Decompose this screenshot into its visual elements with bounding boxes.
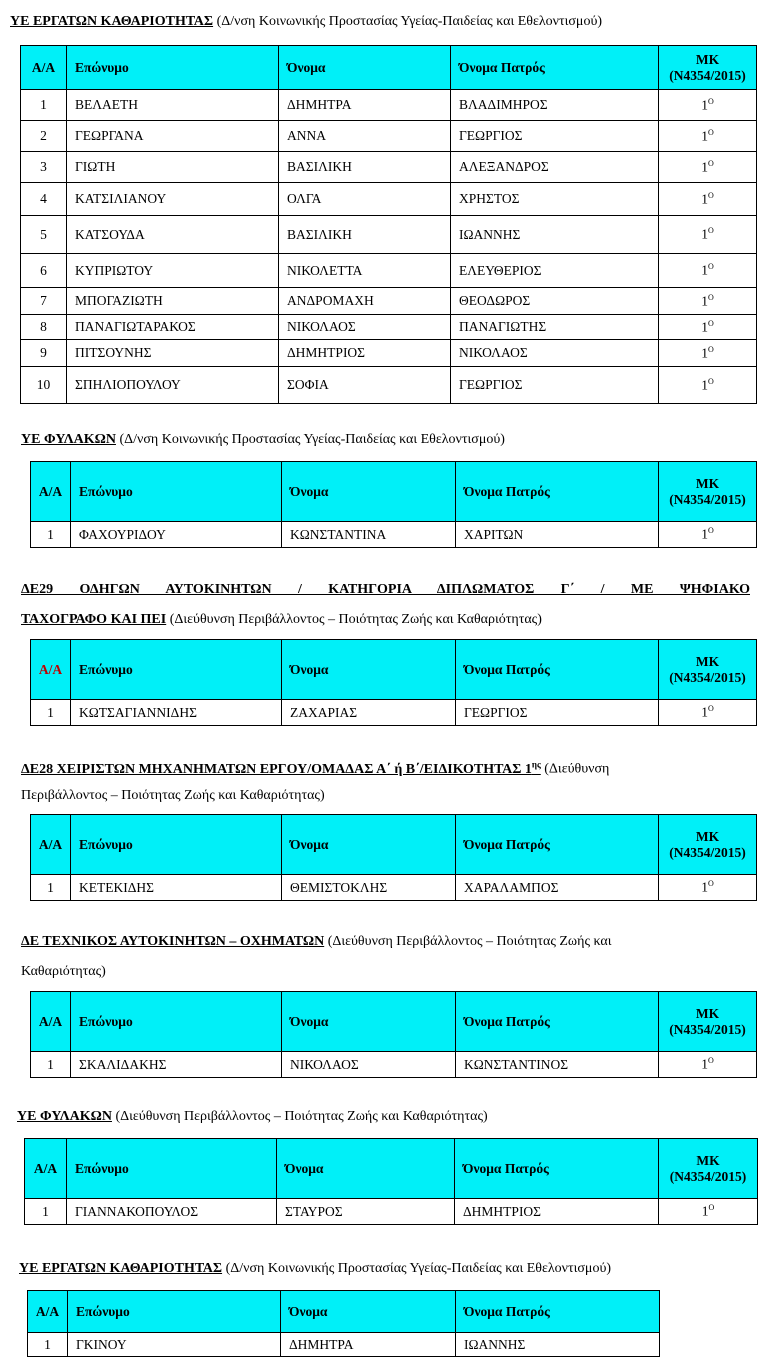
table-row [21,152,757,183]
table-cell: ΚΑΤΣΟΥΔΑ [67,216,279,254]
col-header-aa: Α/Α [25,1139,67,1199]
table-cell: ΑΝΔΡΟΜΑΧΗ [279,288,451,315]
section-title: ΔΕ29 ΟΔΗΓΩΝ ΑΥΤΟΚΙΝΗΤΩΝ / ΚΑΤΗΓΟΡΙΑ ΔΙΠΛΩΜΑΤΟΣ Γ΄ / ΜΕ ΨΗΦΙΑΚΟ [21,582,750,597]
table-header-row [28,1291,660,1333]
table-row [25,1199,758,1225]
table-cell: ΠΑΝΑΓΙΩΤΗΣ [451,315,659,340]
table-cell: 1 [21,90,67,121]
table-cell: 10 [21,367,67,404]
table-row [21,288,757,315]
section-title: ΥΕ ΦΥΛΑΚΩΝ [17,1109,112,1124]
section-subtitle: (Δ/νση Κοινωνικής Προστασίας Υγείας-Παιδείας και Εθελοντισμού) [222,1261,612,1276]
table-cell: ΣΚΑΛΙΔΑΚΗΣ [71,1052,282,1078]
col-header-aa: Α/Α [31,992,71,1052]
table-cell: ΧΑΡΙΤΩΝ [456,522,659,548]
section-heading [21,428,505,451]
table-cell: ΣΟΦΙΑ [279,367,451,404]
table-cell: $1^O$ [659,367,757,404]
table-cell: ΠΑΝΑΓΙΩΤΑΡΑΚΟΣ [67,315,279,340]
col-header-name: Όνομα [279,46,451,90]
col-header-name: Όνομα [281,1291,456,1333]
section-title: ΤΑΧΟΓΡΑΦΟ ΚΑΙ ΠΕΙ [21,612,167,627]
table-cell: ΒΑΣΙΛΙΚΗ [279,152,451,183]
table-cell: 9 [21,340,67,367]
table-cell: ΒΛΑΔΙΜΗΡΟΣ [451,90,659,121]
table-cell: ΔΗΜΗΤΡΙΟΣ [279,340,451,367]
col-header-surname: Επώνυμο [67,1139,277,1199]
table-cell: $1^O$ [659,522,757,548]
section-title: ΥΕ ΦΥΛΑΚΩΝ [21,432,116,447]
staff-table [24,1138,758,1225]
staff-table [30,461,757,548]
table-cell: $1^O$ [659,183,757,216]
col-header-father: Όνομα Πατρός [456,815,659,875]
col-header-name: Όνομα [282,815,456,875]
table-cell: ΚΕΤΕΚΙΔΗΣ [71,875,282,901]
table-header-row [21,46,757,90]
col-header-surname: Επώνυμο [67,46,279,90]
table-cell: ΒΕΛΑΕΤΗ [67,90,279,121]
col-header-name: Όνομα [282,992,456,1052]
table-cell: ΘΕΟΔΩΡΟΣ [451,288,659,315]
table-row [31,522,757,548]
table-row [21,121,757,152]
table-cell: ΔΗΜΗΤΡΑ [279,90,451,121]
table-cell: ΝΙΚΟΛΑΟΣ [282,1052,456,1078]
table-cell: ΘΕΜΙΣΤΟΚΛΗΣ [282,875,456,901]
table-row [31,1052,757,1078]
table-cell: ΦΑΧΟΥΡΙΔΟΥ [71,522,282,548]
section-title: ΔΕ ΤΕΧΝΙΚΟΣ ΑΥΤΟΚΙΝΗΤΩΝ – ΟΧΗΜΑΤΩΝ [21,934,325,949]
table-cell: ΓΕΩΡΓΑΝΑ [67,121,279,152]
table-row [21,216,757,254]
table-header-row [31,992,757,1052]
table-cell: ΓΙΑΝΝΑΚΟΠΟΥΛΟΣ [67,1199,277,1225]
table-cell: ΓΙΩΤΗ [67,152,279,183]
table-cell: ΜΠΟΓΑΖΙΩΤΗ [67,288,279,315]
section-subtitle: (Διεύθυνση Περιβάλλοντος – Ποιότητας Ζωής και Καθαριότητας) [166,612,542,627]
section-subtitle: (Διεύθυνση [540,761,610,777]
table-row [21,183,757,216]
staff-table [30,814,757,901]
table-header-row [25,1139,758,1199]
section-subtitle: (Διεύθυνση Περιβάλλοντος – Ποιότητας Ζωής και Καθαριότητας) [111,1109,488,1124]
table-cell: ΒΑΣΙΛΙΚΗ [279,216,451,254]
col-header-surname: Επώνυμο [71,992,282,1052]
table-cell: $1^O$ [659,90,757,121]
table-row [21,340,757,367]
table-cell: ΚΥΠΡΙΩΤΟΥ [67,254,279,288]
table-cell: ΙΩΑΝΝΗΣ [451,216,659,254]
section-title: ΥΕ ΕΡΓΑΤΩΝ ΚΑΘΑΡΙΟΤΗΤΑΣ [19,1261,223,1276]
table-cell: $1^O$ [659,254,757,288]
table-header-row [31,815,757,875]
section-heading [10,10,602,33]
col-header-mk: ΜΚ (Ν4354/2015) [659,46,757,90]
table-cell: ΣΤΑΥΡΟΣ [277,1199,455,1225]
table-cell: $1^O$ [659,216,757,254]
section-heading [17,1105,488,1128]
table-cell: 3 [21,152,67,183]
table-cell: ΣΠΗΛΙΟΠΟΥΛΟΥ [67,367,279,404]
staff-table [30,991,757,1078]
section-subtitle: Καθαριότητας) [21,964,106,979]
col-header-aa: Α/Α [21,46,67,90]
table-cell: 1 [28,1333,68,1357]
table-cell: ΓΕΩΡΓΙΟΣ [451,121,659,152]
table-cell: $1^O$ [659,1052,757,1078]
table-cell: ΚΩΤΣΑΓΙΑΝΝΙΔΗΣ [71,700,282,726]
table-cell: $1^O$ [659,340,757,367]
table-cell: ΚΩΝΣΤΑΝΤΙΝΟΣ [456,1052,659,1078]
table-cell: 6 [21,254,67,288]
table-cell: ΙΩΑΝΝΗΣ [456,1333,660,1357]
col-header-father: Όνομα Πατρός [456,1291,660,1333]
table-cell: 1 [31,875,71,901]
table-row [28,1333,660,1357]
col-header-surname: Επώνυμο [68,1291,281,1333]
section-heading [21,578,750,601]
col-header-surname: Επώνυμο [71,815,282,875]
col-header-father: Όνομα Πατρός [456,992,659,1052]
section-heading-cont [21,960,106,983]
table-cell: ΖΑΧΑΡΙΑΣ [282,700,456,726]
table-cell: 7 [21,288,67,315]
table-cell: 1 [31,522,71,548]
table-cell: 5 [21,216,67,254]
table-cell: ΓΕΩΡΓΙΟΣ [451,367,659,404]
table-cell: ΝΙΚΟΛΑΟΣ [279,315,451,340]
table-cell: $1^O$ [659,152,757,183]
table-cell: $1^O$ [659,315,757,340]
table-cell: ΕΛΕΥΘΕΡΙΟΣ [451,254,659,288]
section-heading [19,1257,611,1280]
col-header-mk: ΜΚ (Ν4354/2015) [659,815,757,875]
table-row [21,367,757,404]
col-header-father: Όνομα Πατρός [451,46,659,90]
table-row [31,875,757,901]
col-header-surname: Επώνυμο [71,462,282,522]
table-cell: ΓΕΩΡΓΙΟΣ [456,700,659,726]
table-row [21,90,757,121]
section-title: ΥΕ ΕΡΓΑΤΩΝ ΚΑΘΑΡΙΟΤΗΤΑΣ [10,14,214,29]
col-header-surname: Επώνυμο [71,640,282,700]
col-header-father: Όνομα Πατρός [456,640,659,700]
staff-table [30,639,757,726]
col-header-aa: Α/Α [31,815,71,875]
table-cell: ΚΑΤΣΙΛΙΑΝΟΥ [67,183,279,216]
table-cell: ΧΑΡΑΛΑΜΠΟΣ [456,875,659,901]
table-cell: ΝΙΚΟΛΕΤΤΑ [279,254,451,288]
section-heading-cont [21,784,325,807]
staff-table [27,1290,660,1357]
col-header-mk: ΜΚ (Ν4354/2015) [659,1139,758,1199]
section-title: ΔΕ28 ΧΕΙΡΙΣΤΩΝ ΜΗΧΑΝΗΜΑΤΩΝ ΕΡΓΟΥ/ΟΜΑΔΑΣ Α΄ ή Β΄/ΕΙΔΙΚΟΤΗΤΑΣ $1^{\eta\varsigma}$ [21,759,541,777]
table-cell: 1 [31,700,71,726]
table-row [21,254,757,288]
col-header-mk: ΜΚ (Ν4354/2015) [659,462,757,522]
table-cell: $1^O$ [659,121,757,152]
col-header-aa: Α/Α [31,640,71,700]
col-header-name: Όνομα [282,462,456,522]
staff-table [20,45,757,404]
table-cell: ΔΗΜΗΤΡΙΟΣ [455,1199,659,1225]
table-header-row [31,640,757,700]
col-header-mk: ΜΚ (Ν4354/2015) [659,640,757,700]
col-header-father: Όνομα Πατρός [455,1139,659,1199]
col-header-mk: ΜΚ (Ν4354/2015) [659,992,757,1052]
table-cell: $1^O$ [659,1199,758,1225]
col-header-name: Όνομα [277,1139,455,1199]
col-header-name: Όνομα [282,640,456,700]
section-subtitle: (Δ/νση Κοινωνικής Προστασίας Υγείας-Παιδείας και Εθελοντισμού) [213,14,603,29]
section-subtitle: (Δ/νση Κοινωνικής Προστασίας Υγείας-Παιδείας και Εθελοντισμού) [115,432,505,447]
table-row [31,700,757,726]
table-cell: ΚΩΝΣΤΑΝΤΙΝΑ [282,522,456,548]
table-cell: $1^O$ [659,875,757,901]
table-cell: $1^O$ [659,700,757,726]
table-cell: ΑΛΕΞΑΝΔΡΟΣ [451,152,659,183]
section-subtitle: (Διεύθυνση Περιβάλλοντος – Ποιότητας Ζωής και [324,934,612,949]
section-subtitle: Περιβάλλοντος – Ποιότητας Ζωής και Καθαριότητας) [21,788,325,803]
table-cell: 2 [21,121,67,152]
col-header-father: Όνομα Πατρός [456,462,659,522]
table-cell: 8 [21,315,67,340]
section-heading [21,753,609,781]
table-cell: 1 [25,1199,67,1225]
table-cell: ΧΡΗΣΤΟΣ [451,183,659,216]
table-cell: ΔΗΜΗΤΡΑ [281,1333,456,1357]
table-cell: 4 [21,183,67,216]
table-cell: ΝΙΚΟΛΑΟΣ [451,340,659,367]
table-cell: 1 [31,1052,71,1078]
table-cell: ΓΚΙΝΟΥ [68,1333,281,1357]
table-cell: ΑΝΝΑ [279,121,451,152]
col-header-aa: Α/Α [31,462,71,522]
table-cell: ΟΛΓΑ [279,183,451,216]
table-row [21,315,757,340]
section-heading [21,930,612,953]
table-cell: ΠΙΤΣΟΥΝΗΣ [67,340,279,367]
table-cell: $1^O$ [659,288,757,315]
table-header-row [31,462,757,522]
section-heading-cont [21,608,542,631]
col-header-aa: Α/Α [28,1291,68,1333]
